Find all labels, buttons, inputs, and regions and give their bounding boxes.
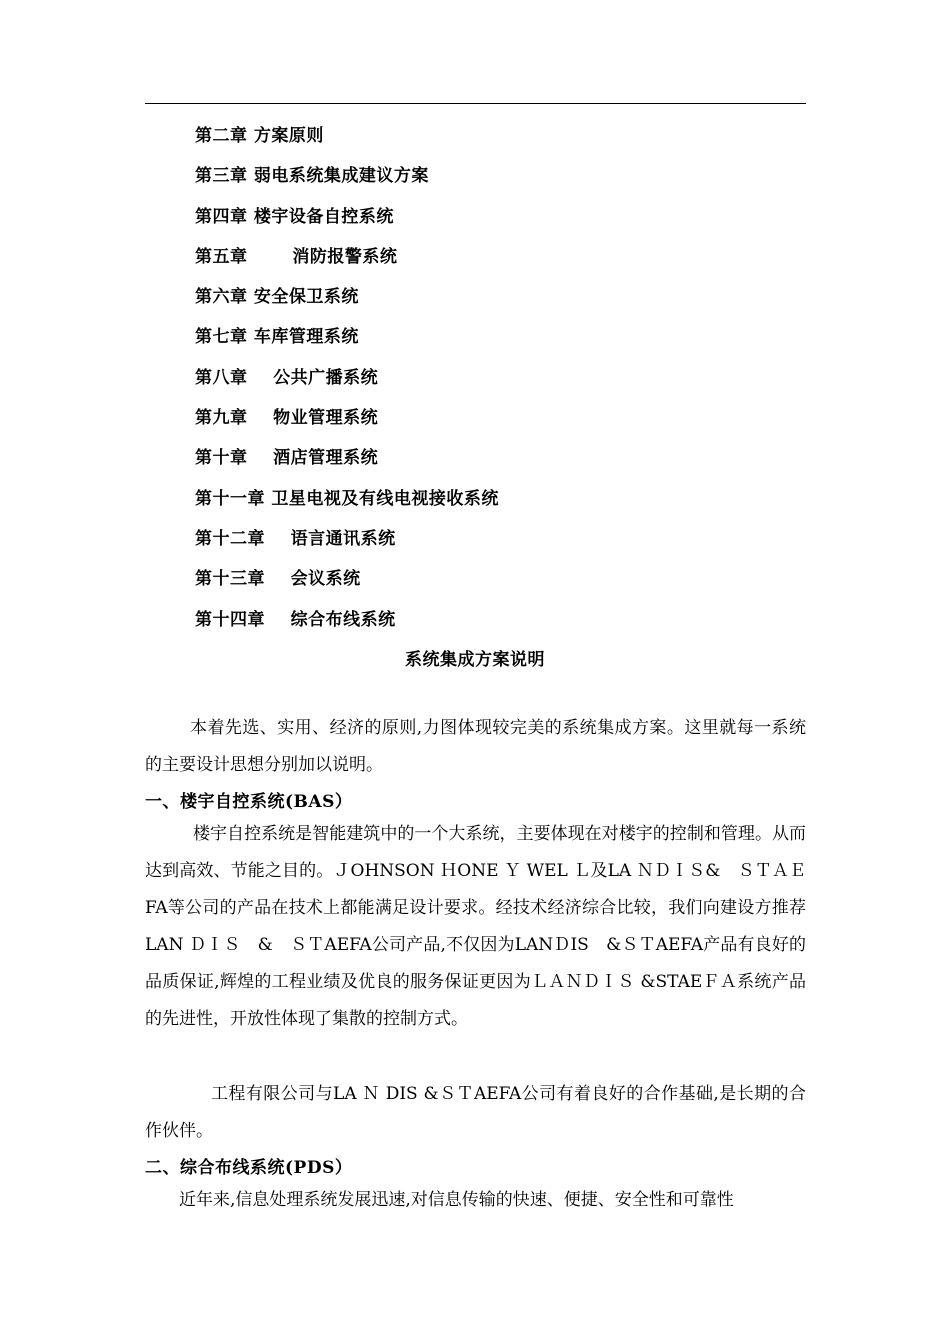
- table-of-contents: [195, 124, 499, 648]
- bas-paragraph: 楼宇自控系统是智能建筑中的一个大系统，主要体现在对楼宇的控制和管理。从而达到高效、节能之目的。ＪOHNSON ＨONE Ｙ WEL Ｌ及LA ＮＤＩＳ& ＳＴＡＥ FA等公司的产品在技术上都能满足设计要求。经技术经济综合比较，我们向建设方推荐LAN ＤＩＳ & ＳＴAEFA公司产品,不仅因为LANＤIS &ＳＴAEFA产品有良好的品质保证,辉煌的工程业绩及优良的服务保证更因为ＬＡＮＤＩＳ &STAEＦＡ系统产品的先进性，开放性体现了集散的控制方式。: [145, 824, 806, 1029]
- toc-item-chapter-14: 第十四章 综合布线系统: [195, 609, 396, 630]
- intro-paragraph: 本着先选、实用、经济的原则,力图体现较完美的系统集成方案。这里就每一系统的主要设计思想分别加以说明。: [145, 718, 806, 775]
- toc-item-chapter-13: 第十三章 会议系统: [195, 569, 361, 590]
- toc-item-chapter-9: 第九章 物业管理系统: [195, 408, 379, 429]
- document-title: 系统集成方案说明: [405, 650, 545, 670]
- bas-partner-paragraph: 工程有限公司与LA Ｎ DIS &ＳＴAEFA公司有着良好的合作基础,是长期的合作伙伴。: [145, 1084, 806, 1141]
- toc-item-chapter-4: 第四章 楼宇设备自控系统: [195, 206, 394, 227]
- toc-item-chapter-11: 第十一章 卫星电视及有线电视接收系统: [195, 488, 499, 509]
- toc-item-chapter-7: 第七章 车库管理系统: [195, 327, 359, 348]
- toc-item-chapter-12: 第十二章 语言通讯系统: [195, 528, 396, 549]
- toc-item-chapter-6: 第六章 安全保卫系统: [195, 287, 359, 308]
- toc-item-chapter-5: 第五章 消防报警系统: [195, 246, 398, 267]
- pds-paragraph: 近年来,信息处理系统发展迅速,对信息传输的快速、便捷、安全性和可靠性: [179, 1190, 734, 1210]
- section-heading-pds: 二、综合布线系统(PDS）: [145, 1158, 353, 1178]
- header-rule: [145, 103, 806, 104]
- toc-item-chapter-8: 第八章 公共广播系统: [195, 367, 379, 388]
- toc-item-chapter-2: 第二章 方案原则: [195, 126, 324, 146]
- toc-item-chapter-10: 第十章 酒店管理系统: [195, 448, 379, 469]
- section-heading-bas: 一、楼宇自控系统(BAS）: [145, 792, 353, 812]
- toc-item-chapter-3: 第三章 弱电系统集成建议方案: [195, 166, 429, 187]
